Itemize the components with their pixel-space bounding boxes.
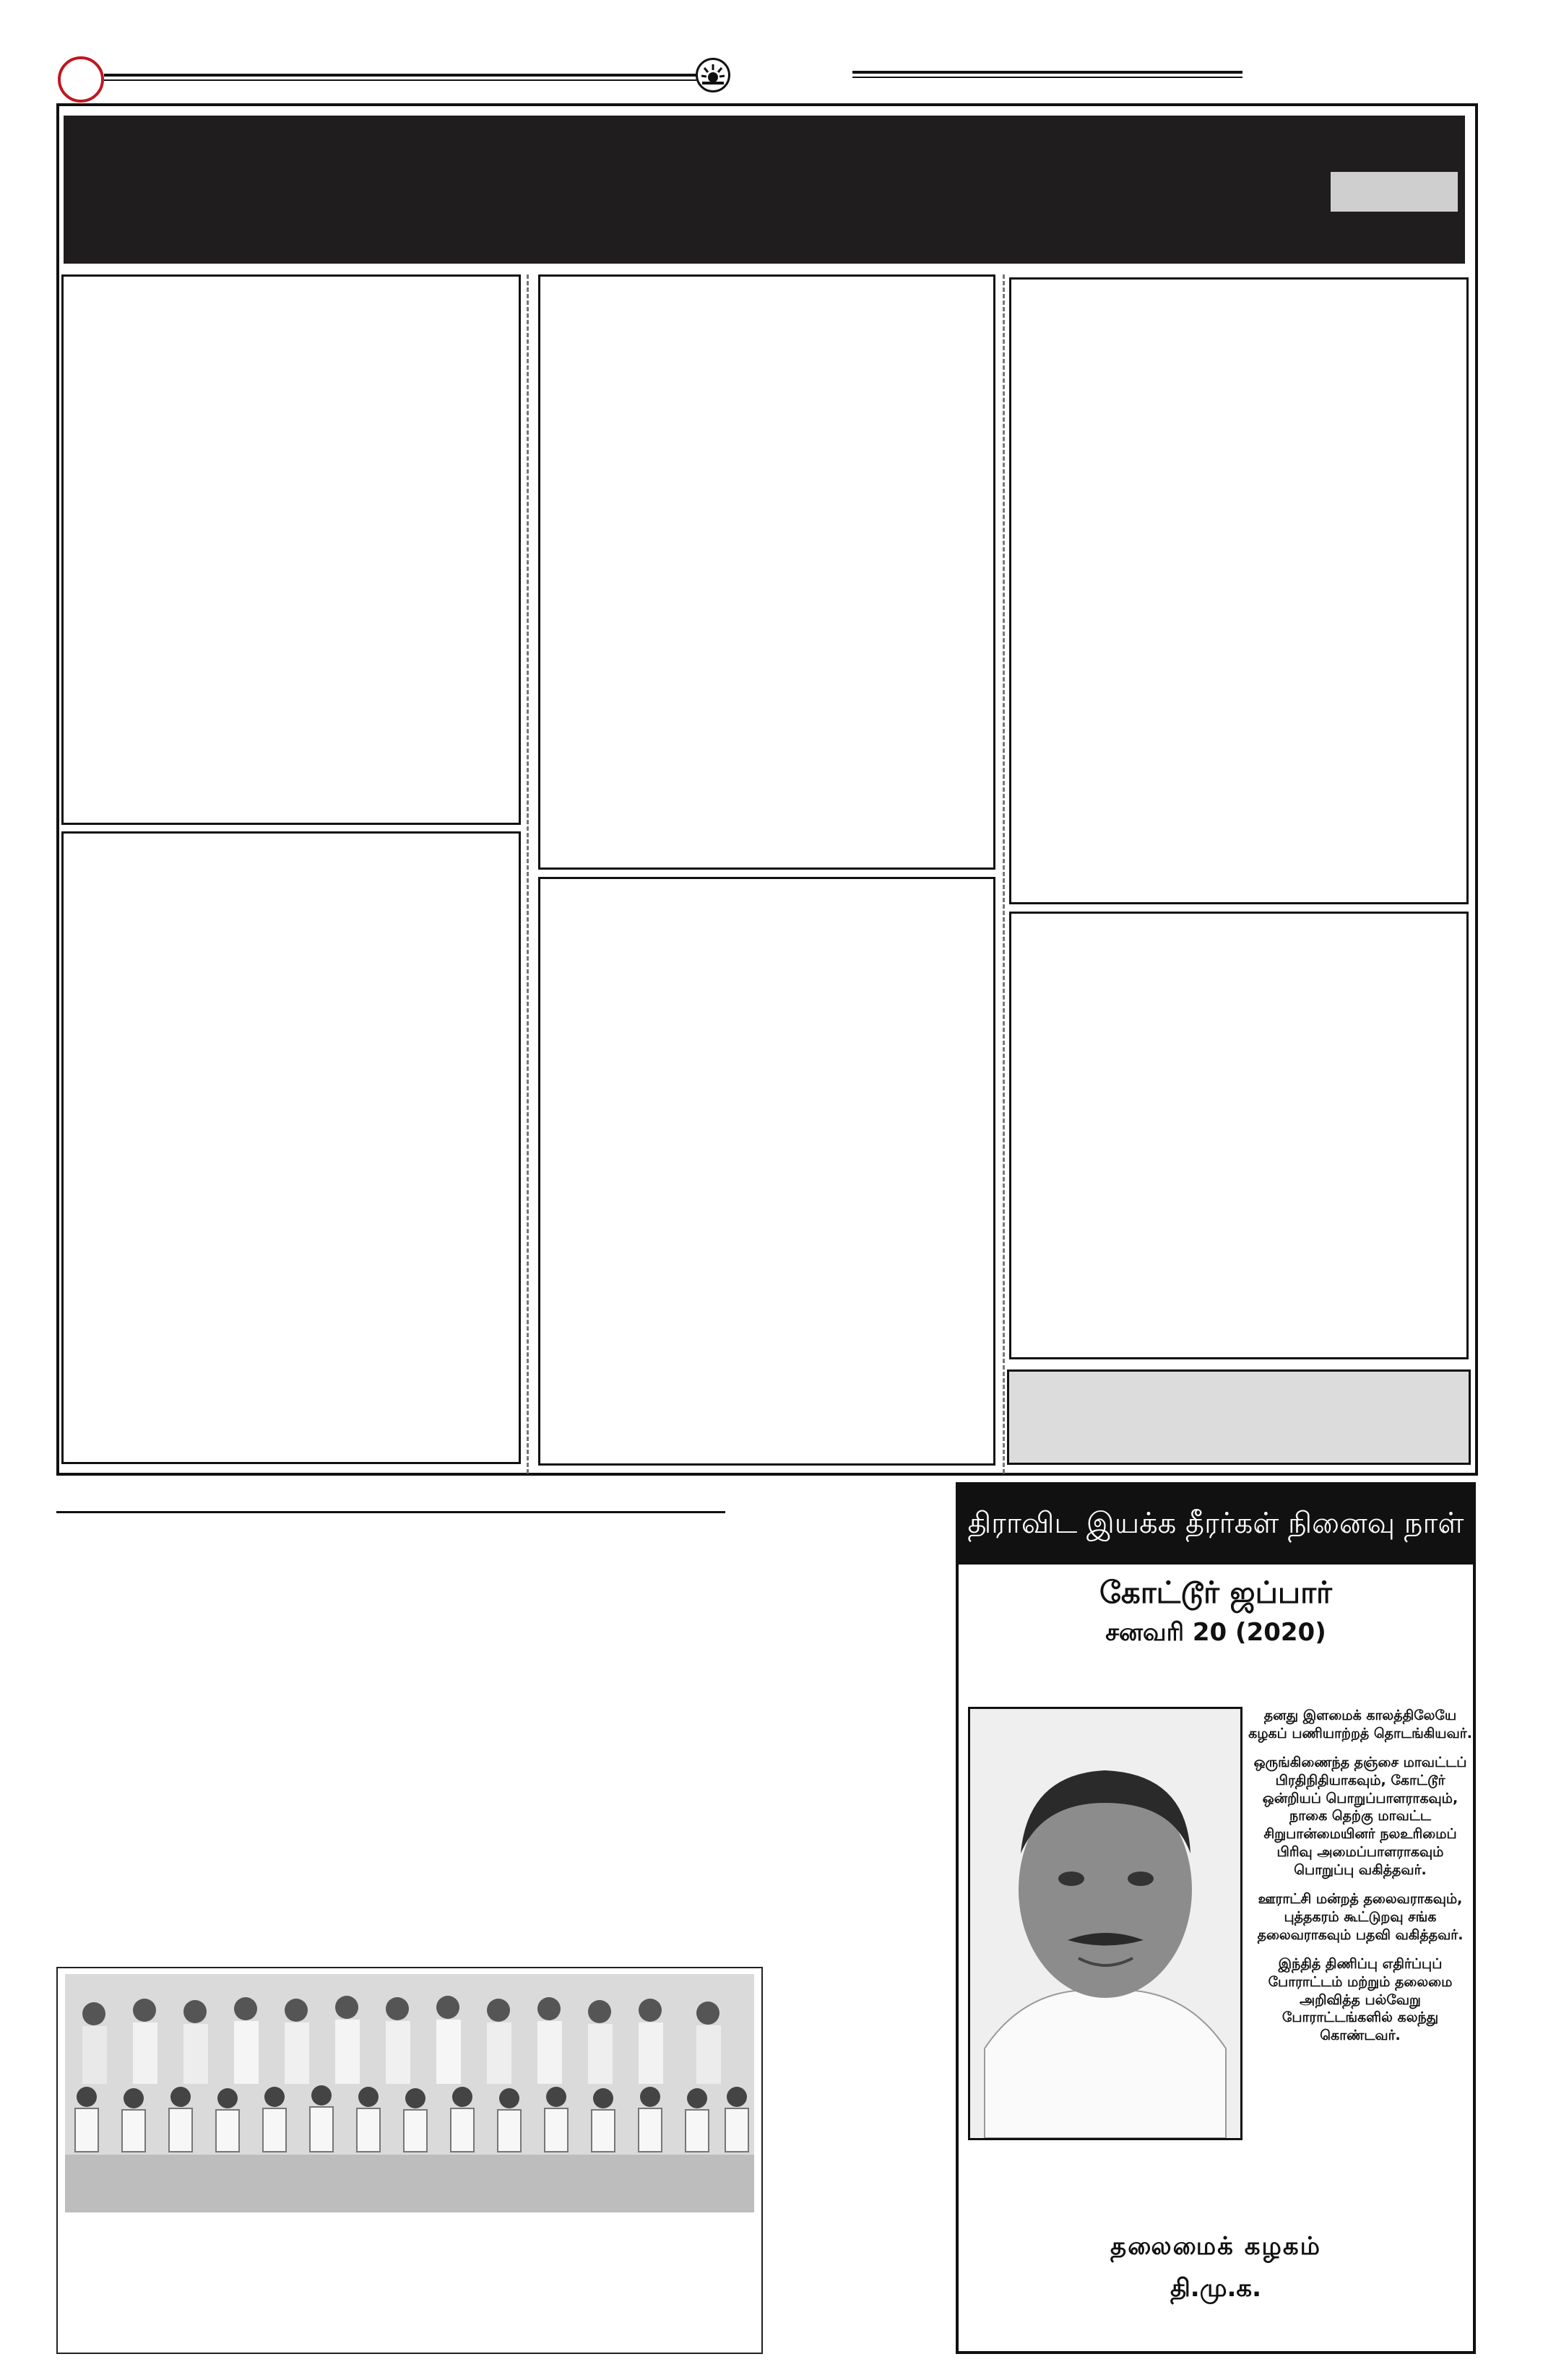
- bio-paragraph: ஊராட்சி மன்றத் தலைவராகவும், புத்தகரம் கூட்டுறவு சங்க தலைவராகவும் பதவி வகித்தவர்.: [1257, 1891, 1464, 1943]
- story-box-col2-bottom: [538, 877, 995, 1466]
- story-divider-rule: [56, 1511, 725, 1513]
- story-box-col3-middle: [1009, 912, 1469, 1359]
- portrait-illustration: [970, 1709, 1240, 2138]
- group-photo-illustration: [65, 1974, 754, 2212]
- column-divider-1: [527, 274, 529, 1474]
- party-emblem-icon: [696, 58, 730, 92]
- banner-tag: [1331, 172, 1458, 212]
- memorial-heading: திராவிட இயக்க தீரர்கள் நினைவு நாள்: [959, 1485, 1473, 1565]
- bio-paragraph: ஒருங்கிணைந்த தஞ்சை மாவட்டப் பிரதிநிதியாகவும், கோட்டூர் ஒன்றியப் பொறுப்பாளராகவும், நாகை தெற்கு மாவட்ட சிறுபான்மையினர் நலஉரிமைப் பிரிவு அமைப்பாளராகவும் பொறுப்பு வகித்தவர்.: [1253, 1754, 1467, 1878]
- story-box-col3-top: [1009, 277, 1469, 904]
- memorial-portrait: [968, 1707, 1242, 2140]
- story-box-col1-bottom: [61, 831, 521, 1464]
- memorial-signature-line2: தி.மு.க.: [1170, 2274, 1262, 2303]
- rising-sun-icon: [698, 60, 728, 90]
- headline-banner: [64, 116, 1465, 264]
- header-rule-left: [104, 74, 696, 77]
- grey-info-panel: [1007, 1369, 1471, 1465]
- story-box-col1-top: [61, 274, 521, 825]
- header-rule-right-thin: [852, 77, 1242, 78]
- story-box-col2-top: [538, 274, 995, 870]
- memorial-signature-line1: தலைமைக் கழகம்: [1110, 2232, 1321, 2261]
- bio-paragraph: தனது இளமைக் காலத்திலேயே கழகப் பணியாற்றத் தொடங்கியவர்.: [1248, 1708, 1472, 1741]
- memorial-date: சனவரி 20 (2020): [1105, 1618, 1326, 1647]
- page-number-circle: [58, 56, 104, 103]
- bio-paragraph: இந்தித் திணிப்பு எதிர்ப்புப் போராட்டம் மற்றும் தலைமை அறிவித்த பல்வேறு போராட்டங்களில் கலந்து கொண்டவர்.: [1268, 1956, 1453, 2043]
- group-photo: [65, 1974, 754, 2212]
- header-rule-right: [852, 71, 1242, 74]
- column-divider-2: [1003, 274, 1005, 1474]
- memorial-name: கோட்டூர் ஜப்பார்: [1099, 1575, 1332, 1610]
- header-rule-left-thin: [104, 79, 696, 81]
- memorial-biography: [1248, 1707, 1473, 2056]
